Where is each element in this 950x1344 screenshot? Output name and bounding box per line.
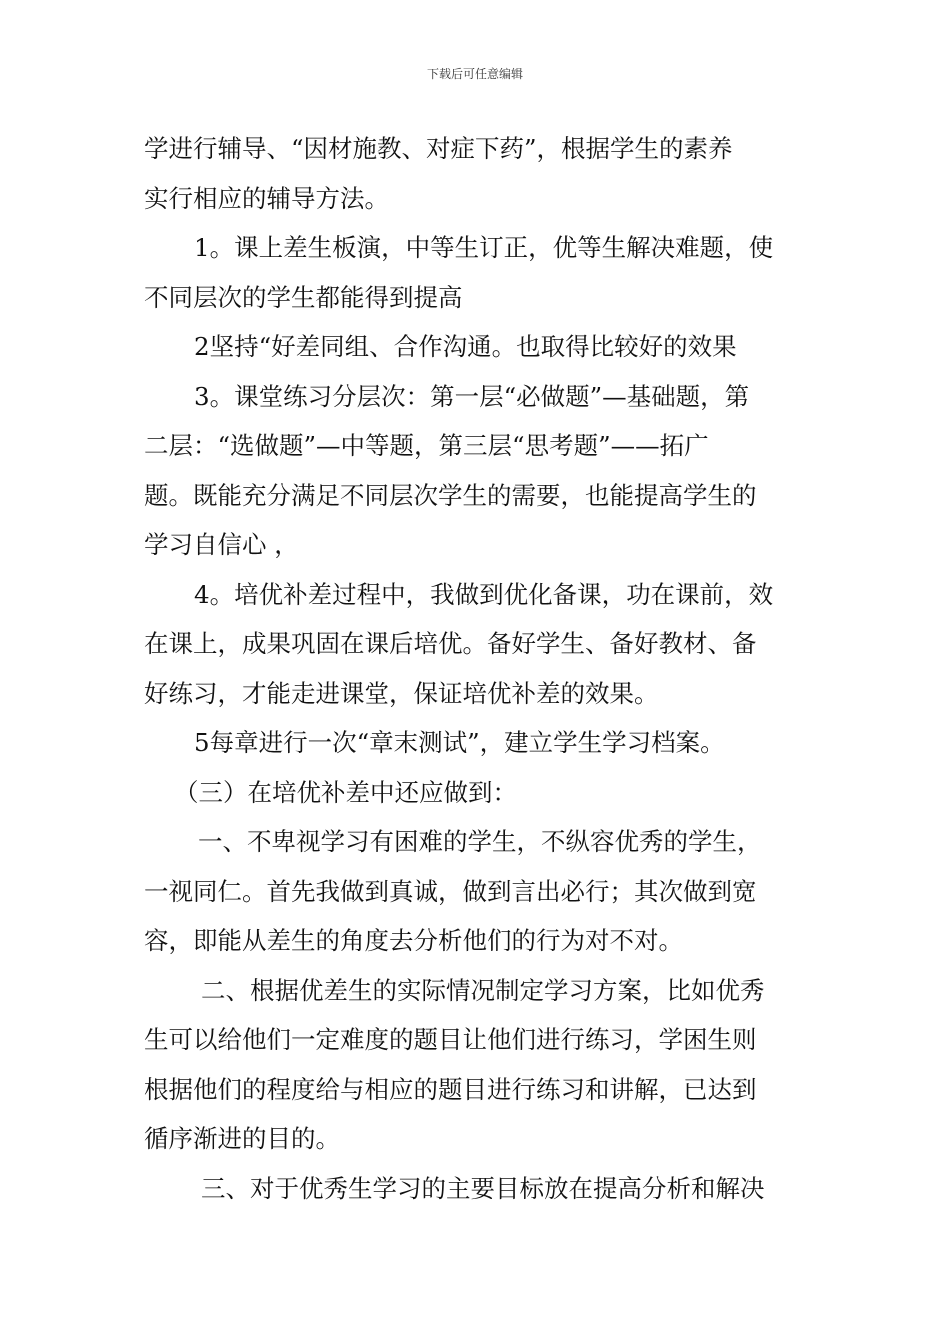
text-line: 一、不卑视学习有困难的学生，不纵容优秀的学生， — [198, 827, 762, 856]
text-line: 根据他们的程度给与相应的题目进行练习和讲解，已达到 — [144, 1074, 757, 1104]
text-line: 3。课堂练习分层次：第一层“必做题”—基础题，第 — [194, 381, 750, 411]
text-line: 2坚持“好差同组、合作沟通。也取得比较好的效果 — [194, 332, 737, 361]
text-line: 题。既能充分满足不同层次学生的需要，也能提高学生的 — [144, 480, 757, 510]
text-line: 二层：“选做题”—中等题，第三层“思考题”——拓广 — [144, 431, 709, 460]
text-line: 二、根据优差生的实际情况制定学习方案，比如优秀 — [201, 975, 765, 1005]
text-line: 学习自信心 ， — [144, 530, 299, 559]
text-line: 一视同仁。首先我做到真诚，做到言出必行；其次做到宽 — [144, 876, 757, 906]
text-line: 1。课上差生板演，中等生订正，优等生解决难题，使 — [194, 233, 774, 262]
document-body — [144, 124, 809, 1213]
text-line: 循序渐进的目的。 — [144, 1124, 340, 1153]
text-line: 好练习，才能走进课堂，保证培优补差的效果。 — [144, 678, 659, 708]
text-line: 在课上，成果巩固在课后培优。备好学生、备好教材、备 — [144, 629, 757, 658]
text-line: 不同层次的学生都能得到提高 — [144, 282, 463, 312]
text-line: 学进行辅导、“因材施教、对症下药”，根据学生的素养 — [144, 134, 733, 163]
text-line: 三、对于优秀生学习的主要目标放在提高分析和解决 — [201, 1173, 765, 1203]
text-line: 4。培优补差过程中，我做到优化备课，功在课前，效 — [194, 579, 774, 609]
text-line: 生可以给他们一定难度的题目让他们进行练习，学困生则 — [144, 1025, 757, 1054]
page-header: 下载后可任意编辑 — [426, 67, 523, 81]
text-line: 容，即能从差生的角度去分析他们的行为对不对。 — [144, 926, 683, 955]
text-line: 5每章进行一次“章末测试”，建立学生学习档案。 — [194, 728, 725, 757]
text-line: 实行相应的辅导方法。 — [144, 183, 389, 213]
text-line: （三）在培优补差中还应做到： — [174, 777, 517, 807]
